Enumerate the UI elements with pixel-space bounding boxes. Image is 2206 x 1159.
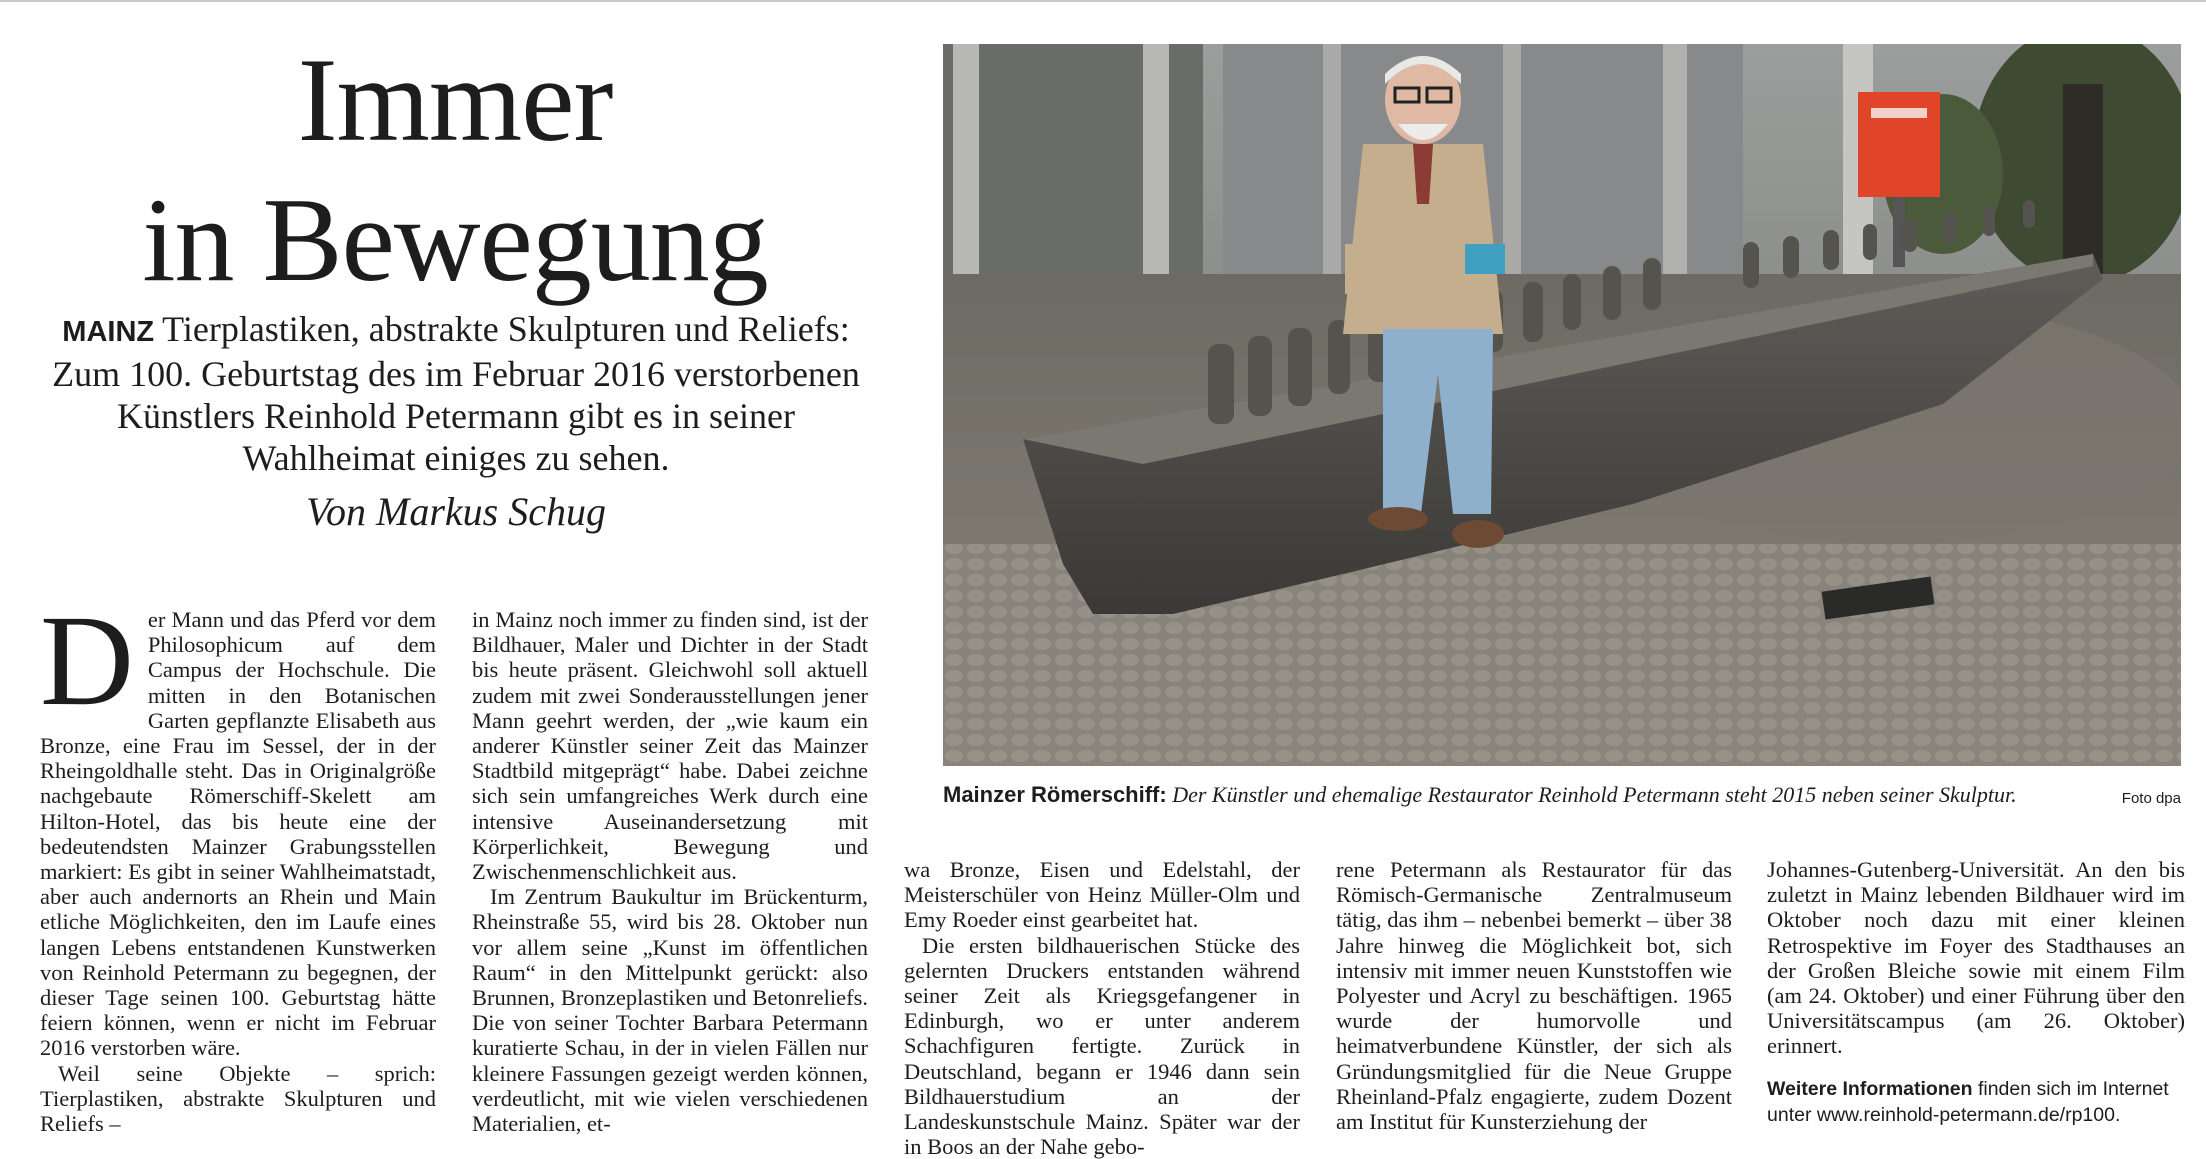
- top-rule: [0, 0, 2206, 2]
- paragraph: Weil seine Objekte – sprich: Tierplastiken, abstrakte Skulpturen und Reliefs –: [40, 1060, 436, 1137]
- article-column-1: [40, 589, 436, 1137]
- dateline: MAINZ: [62, 316, 155, 348]
- paragraph: wa Bronze, Eisen und Edelstahl, der Meisterschüler von Heinz Müller-Olm und Emy Roeder einst gearbeitet hat.: [904, 857, 1300, 933]
- article-column-3: [904, 857, 1300, 1159]
- article-column-2: [472, 607, 868, 1136]
- paragraph: rene Petermann als Restaurator für das Römisch-Germanische Zentralmuseum tätig, das ihm – nebenbei bemerkt – über 38 Jahre hinweg die Möglichkeit bot, sich intensiv mit immer neuen Kunststoffen wie Polyester und Acryl zu beschäftigen. 1965 wurde der humorvolle und heimatverbundene Künstler, der sich als Gründungsmitglied für die Neue Gruppe Rheinland-Pfalz engagierte, zudem Dozent am Institut für Kunsterziehung der: [1336, 857, 1732, 1135]
- paragraph: in Mainz noch immer zu finden sind, ist der Bildhauer, Maler und Dichter in der Stadt bis heute präsent. Gleichwohl soll aktuell zudem mit zwei Sonderausstellungen jener Mann geehrt werden, der „wie kaum ein anderer Künstler seiner Zeit das Mainzer Stadtbild mitgeprägt“ habe. Dabei zeichne sich sein umfangreiches Werk durch eine intensive Auseinandersetzung mit Körperlichkeit, Bewegung und Zwischenmenschlichkeit aus.: [472, 607, 868, 885]
- photo-illustration: [943, 44, 2181, 766]
- article-photo: [943, 44, 2181, 766]
- headline-line-1: Immer: [297, 33, 613, 166]
- paragraph-text: er Mann und das Pferd vor dem Philosophicum auf dem Campus der Hochschule. Die mitten in den Botanischen Garten gepflanzte Elisabeth aus Bronze, eine Frau im Sessel, der in der Rheingoldhalle steht. Das in Originalgröße nachgebaute Römerschiff-Skelett am Hilton-Hotel, das bis heute eine der bedeutendsten Mainzer Grabungsstellen markiert: Es gibt in seiner Wahlheimatstadt, aber auch andernorts an Rhein und Main etliche Möglichkeiten, den im Laufe eines langen Lebens entstandenen Kunstwerken von Reinhold Petermann zu begegnen, der dieser Tage seinen 100. Geburtstag hätte feiern können, wenn er nicht im Februar 2016 verstorben wäre.: [40, 607, 436, 1061]
- info-box: [1767, 1076, 2187, 1128]
- intro: [40, 308, 872, 479]
- caption-label: Mainzer Römerschiff:: [943, 782, 1167, 807]
- info-label: Weitere Informationen: [1767, 1078, 1973, 1100]
- paragraph: [40, 589, 436, 1061]
- headline: [20, 30, 890, 310]
- drop-cap: D: [40, 589, 134, 733]
- photo-caption: [943, 782, 2181, 808]
- info-text: finden sich im Internet unter www.reinhold-petermann.de/rp100.: [1767, 1078, 2169, 1126]
- caption-text: Der Künstler und ehemalige Restaurator Reinhold Petermann steht 2015 neben seiner Skulptur.: [1172, 782, 2017, 807]
- photo-credit: Foto dpa: [2121, 790, 2181, 807]
- article-column-4: [1336, 857, 1732, 1134]
- headline-line-2: in Bewegung: [142, 173, 768, 306]
- intro-text: Tierplastiken, abstrakte Skulpturen und Reliefs: Zum 100. Geburtstag des im Februar 2016 verstorbenen Künstlers Reinhold Petermann gibt es in seiner Wahlheimat einiges zu sehen.: [52, 309, 860, 478]
- paragraph: Johannes-Gutenberg-Universität. An den bis zuletzt in Mainz lebenden Bildhauer wird im Oktober noch dazu mit einer kleinen Retrospektive im Foyer des Stadthauses an der Großen Bleiche sowie mit einem Film (am 24. Oktober) und einer Führung über den Universitätscampus (am 26. Oktober) erinnert.: [1767, 857, 2185, 1059]
- byline: Von Markus Schug: [306, 489, 606, 534]
- article-column-5: [1767, 857, 2185, 1059]
- paragraph: Im Zentrum Baukultur im Brückenturm, Rheinstraße 55, wird bis 28. Oktober nun vor allem seine „Kunst im öffentlichen Raum“ in den Mittelpunkt gerückt: also Brunnen, Bronzeplastiken und Betonreliefs. Die von seiner Tochter Barbara Petermann kuratierte Schau, in der in vielen Fällen nur kleinere Fassungen gezeigt werden können, verdeutlicht, mit wie vielen verschiedenen Materialien, et-: [472, 884, 868, 1137]
- paragraph: Die ersten bildhauerischen Stücke des gelernten Druckers entstanden während seiner Zeit als Kriegsgefangener in Edinburgh, wo er unter anderem Schachfiguren fertigte. Zurück in Deutschland, begann er 1946 dann sein Bildhauerstudium an der Landeskunstschule Mainz. Später war der in Boos an der Nahe gebo-: [904, 932, 1300, 1159]
